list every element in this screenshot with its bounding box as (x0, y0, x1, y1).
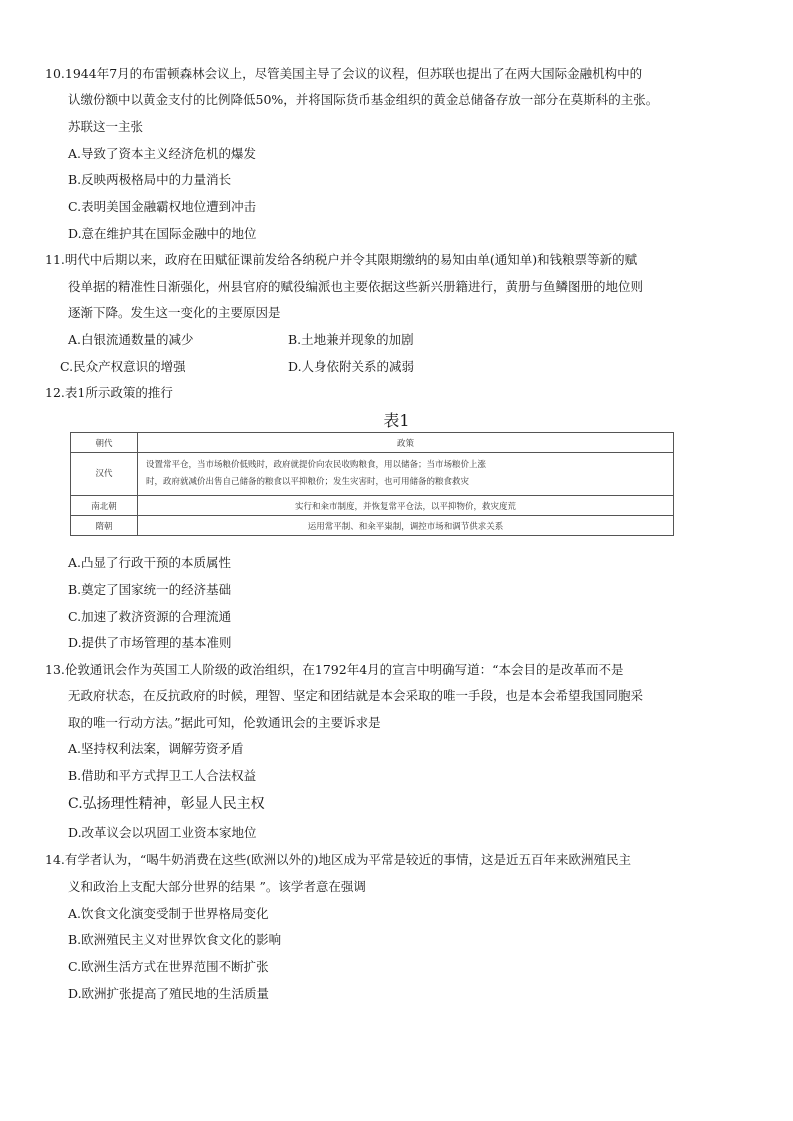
q11-stem-line-2: 役单据的精准性日渐强化，州县官府的赋役编派也主要依据这些新兴册籍进行，黄册与鱼鳞图册的地位则 (68, 279, 644, 294)
q10-option-d: D.意在维护其在国际金融中的地位 (68, 226, 257, 241)
table-cell-policy: 实行和籴市制度，并恢复常平仓法，以平抑物价，救灾度荒 (138, 496, 674, 516)
q13-stem-line-1: 13.伦敦通讯会作为英国工人阶级的政治组织，在1792年4月的宣言中明确写道：“本会目的是改革而不是 (45, 662, 624, 677)
policy-text-line: 时，政府就减价出售自己储备的粮食以平抑粮价；发生灾害时，也可用储备的粮食救灾 (146, 477, 470, 487)
table-row (71, 496, 674, 516)
q12-option-a: A.凸显了行政干预的本质属性 (68, 555, 232, 570)
table-cell-dynasty: 南北朝 (71, 496, 138, 516)
q13-option-a: A.坚持权利法案，调解劳资矛盾 (68, 741, 244, 756)
table-cell-dynasty: 汉代 (71, 453, 138, 496)
q11-option-a: A.白银流通数量的减少 (68, 332, 194, 347)
q12-option-c: C.加速了救济资源的合理流通 (68, 609, 232, 624)
q10-option-a: A.导致了资本主义经济危机的爆发 (68, 146, 257, 161)
q13-stem-line-3: 取的唯一行动方法。”据此可知，伦敦通讯会的主要诉求是 (68, 715, 381, 730)
table-cell-policy: 运用常平制、和籴平粜制，调控市场和调节供求关系 (138, 516, 674, 536)
q11-stem-line-1: 11.明代中后期以来，政府在田赋征课前发给各纳税户并令其限期缴纳的易知由单(通知单)和钱粮票等新的赋 (45, 252, 638, 267)
q14-option-a: A.饮食文化演变受制于世界格局变化 (68, 906, 269, 921)
q10-option-b: B.反映两极格局中的力量消长 (68, 172, 232, 187)
q13-option-c: C.弘扬理性精神，彰显人民主权 (68, 796, 265, 812)
q12-stem-line-1: 12.表1所示政策的推行 (45, 385, 173, 400)
q10-option-c: C.表明美国金融霸权地位遭到冲击 (68, 199, 257, 214)
q14-stem-line-2: 义和政治上支配大部分世界的结果 ”。该学者意在强调 (68, 879, 366, 894)
table-cell-policy (138, 453, 674, 496)
q13-option-d: D.改革议会以巩固工业资本家地位 (68, 825, 257, 840)
table-cell-dynasty: 隋朝 (71, 516, 138, 536)
q14-option-b: B.欧洲殖民主义对世界饮食文化的影响 (68, 932, 282, 947)
table-header-dynasty: 朝代 (71, 433, 138, 453)
q14-option-d: D.欧洲扩张提高了殖民地的生活质量 (68, 986, 270, 1001)
q13-option-b: B.借助和平方式捍卫工人合法权益 (68, 768, 257, 783)
policy-text-line: 设置常平仓，当市场粮价低贱时，政府就提价向农民收购粮食，用以储备；当市场粮价上涨 (146, 460, 487, 470)
q10-stem-line-3: 苏联这一主张 (68, 119, 144, 134)
q12-option-b: B.奠定了国家统一的经济基础 (68, 582, 232, 597)
table-header-policy: 政策 (138, 433, 674, 453)
q12-option-d: D.提供了市场管理的基本准则 (68, 635, 232, 650)
table-row (71, 516, 674, 536)
q13-stem-line-2: 无政府状态，在反抗政府的时候，理智、坚定和团结就是本会采取的唯一手段，也是本会希望我国同胞采 (68, 688, 644, 703)
table-header-row (71, 433, 674, 453)
q11-stem-line-3: 逐渐下降。发生这一变化的主要原因是 (68, 305, 281, 320)
q14-stem-line-1: 14.有学者认为，“喝牛奶消费在这些(欧洲以外的)地区成为平常是较近的事情，这是近五百年来欧洲殖民主 (45, 852, 632, 867)
table-caption: 表1 (383, 411, 410, 430)
policy-table (70, 432, 674, 536)
q11-option-b: B.土地兼并现象的加剧 (288, 332, 414, 347)
q10-stem-line-2: 认缴份额中以黄金支付的比例降低50%，并将国际货币基金组织的黄金总储备存放一部分在莫斯科的主张。 (68, 92, 659, 107)
q10-stem-line-1: 10.1944年7月的布雷顿森林会议上，尽管美国主导了会议的议程，但苏联也提出了在两大国际金融机构中的 (45, 66, 643, 81)
q11-option-c: C.民众产权意识的增强 (60, 359, 186, 374)
q11-option-d: D.人身依附关系的减弱 (288, 359, 415, 374)
table-row (71, 453, 674, 496)
q14-option-c: C.欧洲生活方式在世界范围不断扩张 (68, 959, 269, 974)
